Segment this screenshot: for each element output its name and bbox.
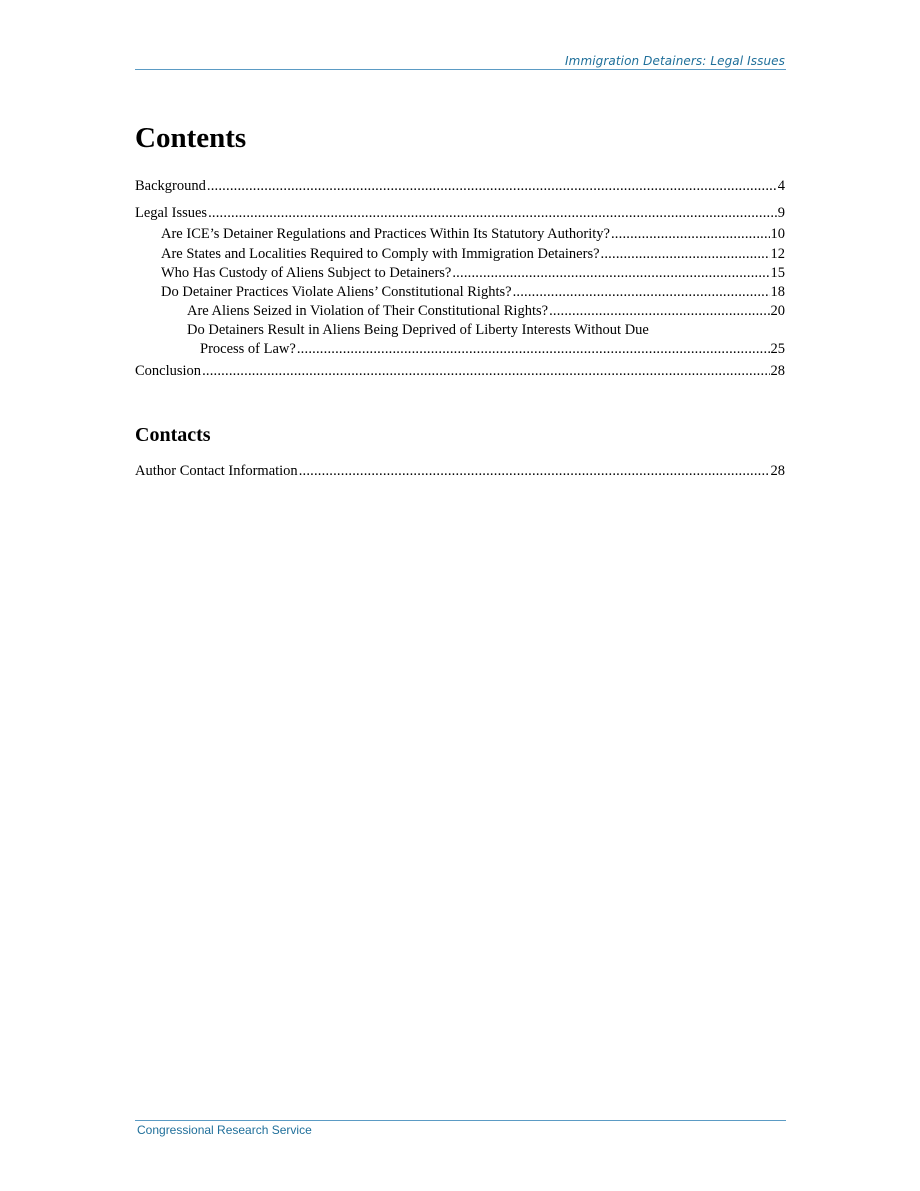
- toc-page-number: 28: [770, 363, 785, 379]
- toc-page-number: 18: [770, 284, 785, 300]
- footer-rule: [135, 1120, 786, 1121]
- toc-entry-due-process-line1[interactable]: [187, 321, 649, 339]
- toc-entry-background[interactable]: [135, 177, 785, 195]
- toc-entry-due-process[interactable]: [200, 340, 785, 358]
- toc-leader-dots: [601, 245, 770, 263]
- toc-entry-title: Process of Law?: [200, 341, 296, 357]
- toc-leader-dots: [549, 302, 769, 320]
- toc-leader-dots: [452, 264, 769, 282]
- toc-leader-dots: [299, 462, 770, 480]
- toc-entry-title: Do Detainer Practices Violate Aliens’ Constitutional Rights?: [161, 284, 512, 300]
- contacts-heading: Contacts: [135, 424, 211, 446]
- toc-entry-title: Legal Issues: [135, 205, 208, 221]
- toc-entry-title: Conclusion: [135, 363, 202, 379]
- toc-entry-statutory-authority[interactable]: [161, 225, 785, 243]
- toc-entry-title: Author Contact Information: [135, 463, 298, 479]
- contents-heading: Contents: [135, 122, 247, 154]
- running-header: Immigration Detainers: Legal Issues: [565, 54, 785, 68]
- header-rule: [135, 69, 786, 70]
- toc-entry-title: Do Detainers Result in Aliens Being Deprived of Liberty Interests Without Due: [187, 322, 649, 338]
- toc-page-number: 10: [770, 226, 785, 242]
- toc-leader-dots: [207, 177, 777, 195]
- footer-organization: Congressional Research Service: [137, 1123, 312, 1137]
- toc-entry-title: Are States and Localities Required to Comply with Immigration Detainers?: [161, 246, 600, 262]
- toc-leader-dots: [208, 204, 777, 222]
- toc-entry-conclusion[interactable]: [135, 362, 785, 380]
- toc-page-number: 12: [770, 246, 785, 262]
- toc-leader-dots: [611, 225, 770, 243]
- toc-entry-title: Are Aliens Seized in Violation of Their Constitutional Rights?: [187, 303, 549, 319]
- toc-entry-title: Are ICE’s Detainer Regulations and Practices Within Its Statutory Authority?: [161, 226, 610, 242]
- toc-entry-legal-issues[interactable]: [135, 204, 785, 222]
- toc-entry-author-contact[interactable]: [135, 462, 785, 480]
- toc-entry-custody[interactable]: [161, 264, 785, 282]
- toc-entry-title: Who Has Custody of Aliens Subject to Detainers?: [161, 265, 452, 281]
- toc-entry-constitutional-rights[interactable]: [161, 283, 785, 301]
- toc-page-number: 4: [777, 178, 785, 194]
- toc-page-number: 9: [777, 205, 785, 221]
- toc-entry-states-localities[interactable]: [161, 245, 785, 263]
- toc-leader-dots: [297, 340, 770, 358]
- toc-entry-seized[interactable]: [187, 302, 785, 320]
- toc-entry-title: Background: [135, 178, 206, 194]
- toc-page-number: 28: [770, 463, 785, 479]
- toc-leader-dots: [202, 362, 769, 380]
- toc-page-number: 15: [770, 265, 785, 281]
- toc-page-number: 25: [770, 341, 785, 357]
- toc-page-number: 20: [770, 303, 785, 319]
- toc-leader-dots: [513, 283, 770, 301]
